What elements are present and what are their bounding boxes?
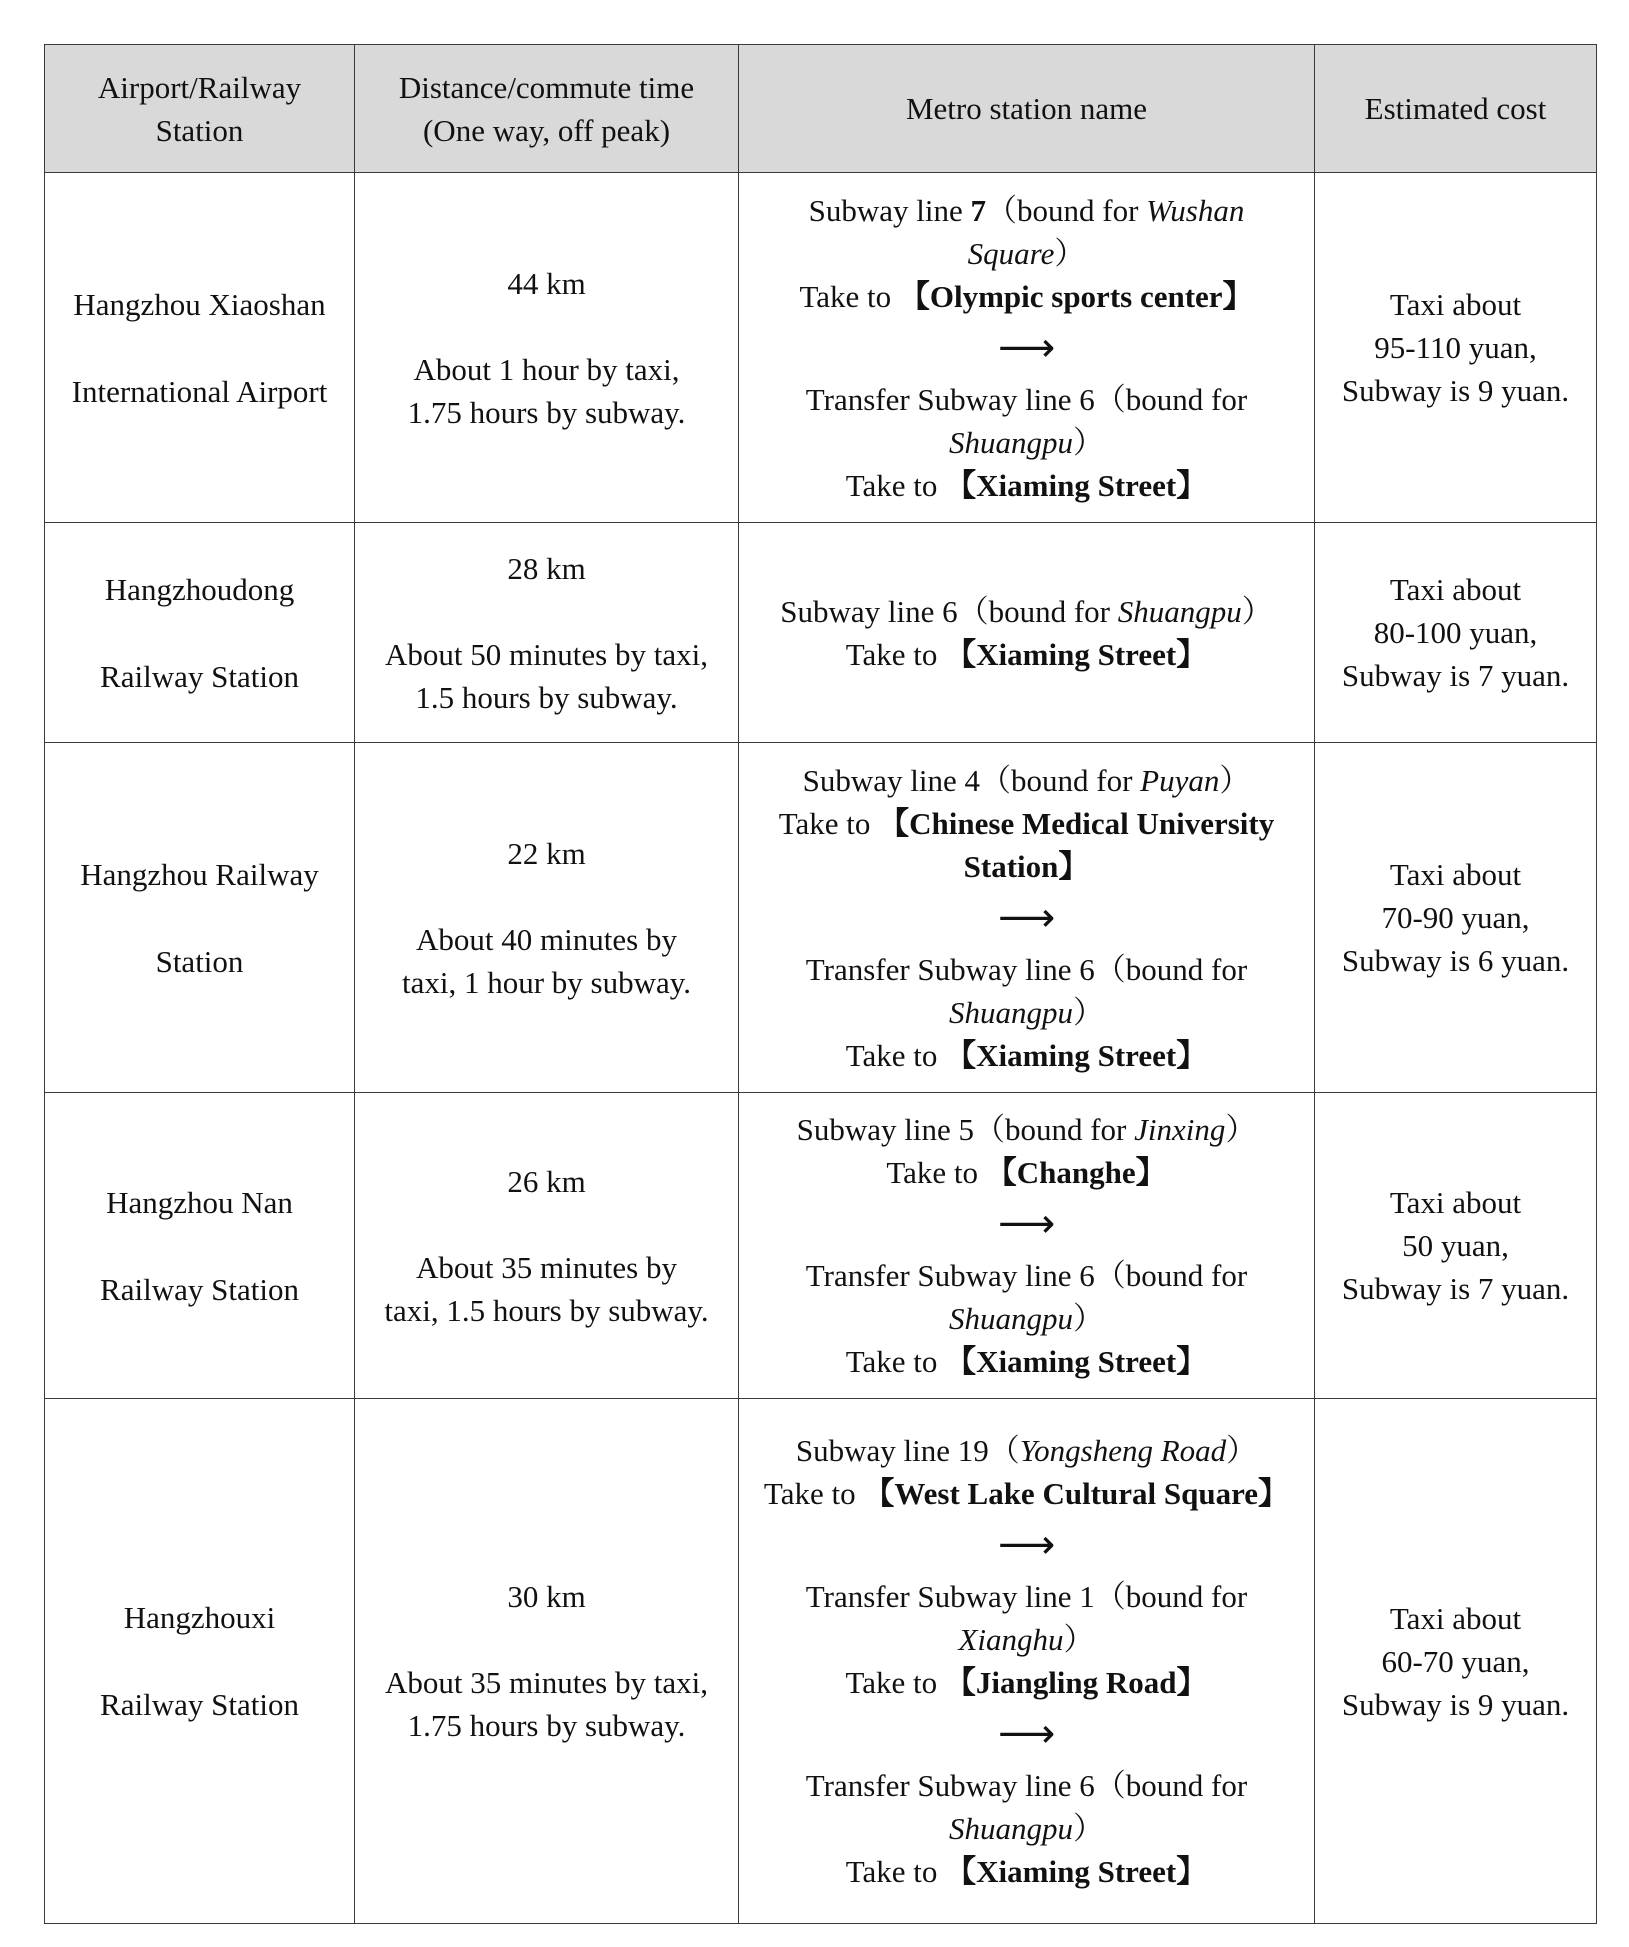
cost-line: 70-90 yuan, [1381, 900, 1530, 935]
origin-line: Hangzhou Xiaoshan [73, 286, 326, 322]
header-origin-line2: Station [155, 112, 244, 148]
metro-route-line: Transfer Subway line 1（bound for Xianghu） [805, 1579, 1248, 1657]
origin-line: Railway Station [100, 658, 299, 694]
origin-line: Hangzhouxi [123, 1600, 276, 1635]
cost-line: Taxi about [1389, 287, 1522, 322]
time-line: About 35 minutes by taxi, [385, 1665, 708, 1700]
distance-cell [355, 173, 739, 523]
transfer-arrow-icon: ⟶ [997, 1201, 1056, 1247]
transfer-arrow-icon: ⟶ [997, 324, 1056, 371]
transport-table [44, 44, 1597, 1924]
table-row [45, 523, 1597, 743]
metro-route-line: Subway line 5（bound for Jinxing） [796, 1112, 1257, 1147]
cost-cell [1315, 173, 1597, 523]
time-line: About 50 minutes by taxi, [385, 636, 708, 672]
cost-cell [1315, 1093, 1597, 1399]
metro-route-line: Transfer Subway line 6（bound for Shuangpu） [805, 1258, 1248, 1336]
header-distance-line1: Distance/commute time [398, 69, 695, 105]
cost-line: 50 yuan, [1402, 1228, 1509, 1263]
origin-line: Railway Station [100, 1687, 299, 1722]
table-row [45, 1093, 1597, 1399]
distance-cell [355, 1399, 739, 1924]
origin-line: Hangzhou Railway [80, 856, 319, 892]
metro-route-line: Subway line 19（Yongsheng Road） [795, 1433, 1258, 1468]
distance-cell [355, 523, 739, 743]
transfer-arrow-icon: ⟶ [997, 1711, 1056, 1757]
cost-line: Subway is 6 yuan. [1341, 943, 1570, 978]
metro-route-line: Transfer Subway line 6（bound for Shuangpu） [805, 951, 1248, 1030]
metro-take-line: Take to 【Xiaming Street】 [845, 636, 1208, 672]
metro-take-line: Take to 【Jiangling Road】 [845, 1665, 1208, 1700]
distance-value: 26 km [507, 1163, 586, 1199]
header-row [45, 45, 1597, 173]
origin-cell [45, 743, 355, 1093]
metro-take-line: Take to 【Xiaming Street】 [845, 1037, 1208, 1073]
cost-line: 80-100 yuan, [1373, 615, 1538, 650]
metro-route-line: Subway line 7（bound for Wushan Square） [808, 192, 1245, 271]
distance-value: 44 km [507, 265, 586, 301]
origin-line: International Airport [71, 373, 328, 409]
metro-take-line: Take to 【Xiaming Street】 [845, 1854, 1208, 1889]
table-row [45, 1399, 1597, 1924]
table-row [45, 173, 1597, 523]
distance-value: 30 km [507, 1579, 586, 1614]
cost-line: 95-110 yuan, [1374, 330, 1537, 365]
header-distance [355, 45, 739, 173]
header-origin [45, 45, 355, 173]
header-metro: Metro station name [739, 45, 1315, 173]
metro-take-line: Take to 【Xiaming Street】 [845, 467, 1208, 503]
time-line: 1.75 hours by subway. [407, 1708, 686, 1743]
time-line: 1.75 hours by subway. [407, 394, 686, 430]
transfer-arrow-icon: ⟶ [997, 894, 1056, 941]
origin-line: Station [155, 943, 244, 979]
header-cost: Estimated cost [1315, 45, 1597, 173]
time-line: About 40 minutes by [416, 921, 677, 957]
origin-line: Hangzhoudong [104, 571, 295, 607]
cost-cell [1315, 743, 1597, 1093]
cost-line: Taxi about [1389, 857, 1522, 892]
metro-take-line: Take to 【Olympic sports center】 [799, 278, 1254, 314]
cost-line: Taxi about [1389, 572, 1522, 607]
origin-cell [45, 173, 355, 523]
metro-cell [739, 743, 1315, 1093]
metro-route-line: Transfer Subway line 6（bound for Shuangpu） [805, 1768, 1248, 1846]
cost-cell [1315, 523, 1597, 743]
distance-value: 28 km [507, 550, 586, 586]
distance-cell [355, 1093, 739, 1399]
metro-route-line: Transfer Subway line 6（bound for Shuangpu） [805, 381, 1248, 460]
origin-cell [45, 1093, 355, 1399]
origin-cell [45, 523, 355, 743]
metro-cell [739, 1093, 1315, 1399]
metro-cell [739, 173, 1315, 523]
table-row [45, 743, 1597, 1093]
distance-cell [355, 743, 739, 1093]
distance-value: 22 km [507, 835, 586, 871]
metro-take-line: Take to 【Xiaming Street】 [845, 1344, 1208, 1379]
transfer-arrow-icon: ⟶ [997, 1522, 1056, 1568]
metro-route-line: Subway line 6（bound for Shuangpu） [780, 593, 1273, 629]
cost-line: Taxi about [1389, 1185, 1522, 1220]
metro-route-line: Subway line 4（bound for Puyan） [802, 762, 1251, 798]
origin-line: Railway Station [100, 1271, 299, 1307]
metro-take-line: Take to 【Chinese Medical University Station】 [778, 805, 1275, 884]
time-line: About 1 hour by taxi, [413, 351, 680, 387]
cost-line: Taxi about [1389, 1600, 1522, 1636]
origin-cell [45, 1399, 355, 1924]
time-line: taxi, 1.5 hours by subway. [384, 1292, 709, 1328]
time-line: taxi, 1 hour by subway. [401, 964, 691, 1000]
cost-line: 60-70 yuan, [1381, 1643, 1530, 1679]
origin-line: Hangzhou Nan [106, 1184, 293, 1220]
header-distance-line2: (One way, off peak) [422, 112, 671, 148]
metro-take-line: Take to 【Changhe】 [886, 1155, 1167, 1190]
header-origin-line1: Airport/Railway [97, 69, 302, 105]
metro-cell [739, 1399, 1315, 1924]
cost-line: Subway is 7 yuan. [1341, 1271, 1570, 1306]
metro-cell [739, 523, 1315, 743]
cost-line: Subway is 7 yuan. [1341, 658, 1570, 693]
cost-cell [1315, 1399, 1597, 1924]
cost-line: Subway is 9 yuan. [1341, 373, 1570, 408]
time-line: 1.5 hours by subway. [415, 679, 678, 715]
cost-line: Subway is 9 yuan. [1341, 1686, 1570, 1722]
time-line: About 35 minutes by [416, 1249, 677, 1285]
metro-take-line: Take to 【West Lake Cultural Square】 [763, 1476, 1290, 1511]
